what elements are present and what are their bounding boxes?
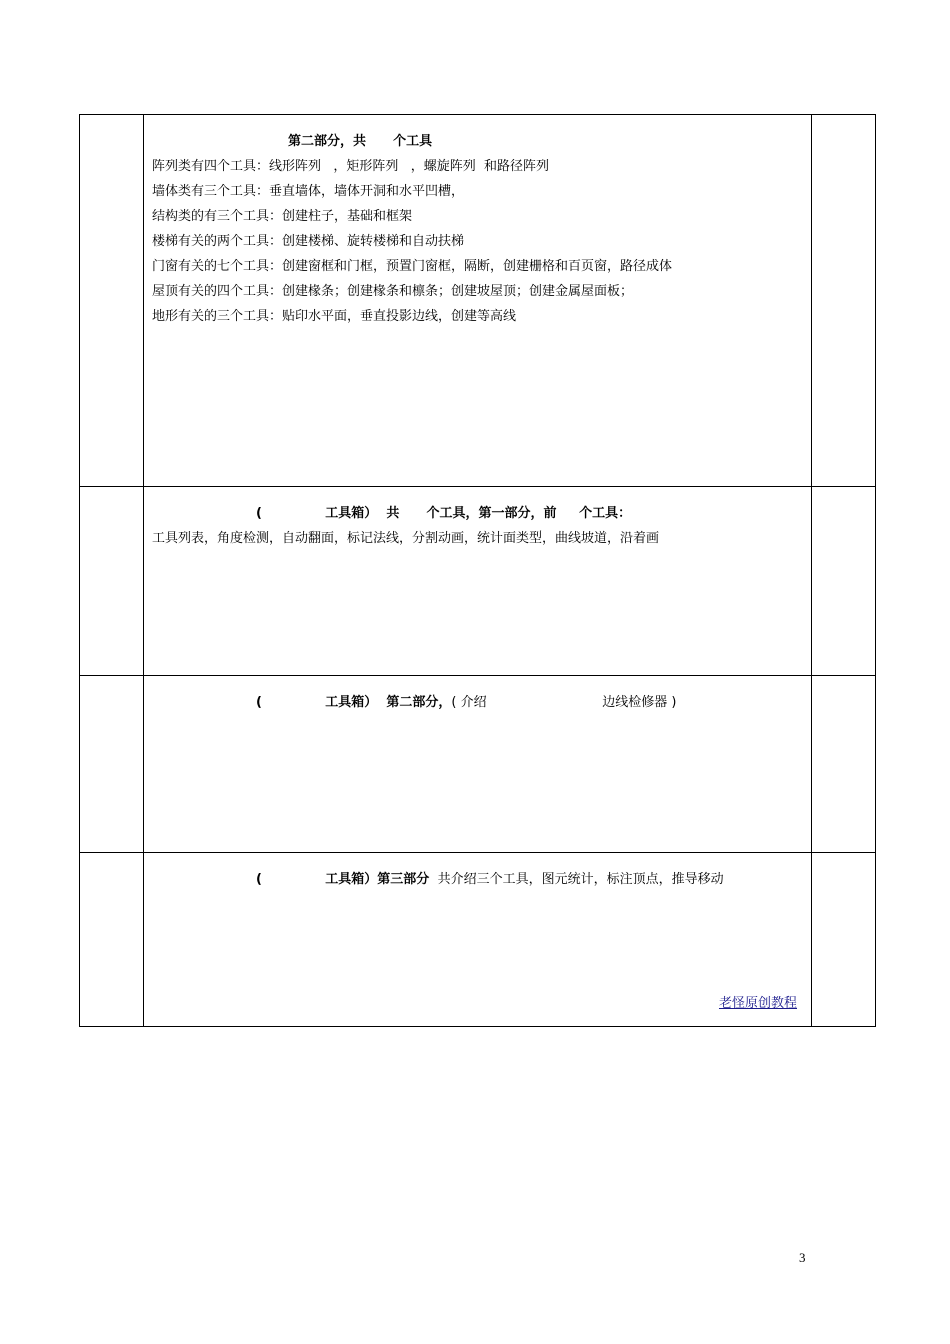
right-cell (812, 487, 876, 676)
heading-plain-text: ( 介绍 边线检修器 ) (451, 695, 677, 710)
section-heading (152, 867, 803, 892)
content-cell (144, 487, 812, 676)
content-line: 屋顶有关的四个工具：创建椽条；创建椽条和檩条；创建坡屋顶；创建金属屋面板； (152, 284, 634, 299)
content-line: 结构类的有三个工具：创建柱子，基础和框架 (152, 209, 413, 224)
table-row (80, 115, 876, 487)
heading-plain-text: 共介绍三个工具，图元统计，标注顶点，推导移动 (429, 872, 724, 887)
table-row (80, 676, 876, 853)
table-row (80, 487, 876, 676)
right-cell (812, 115, 876, 487)
content-cell (144, 853, 812, 1027)
heading-bold-text: ( 工具箱）第三部分 (256, 872, 430, 887)
content-line: 阵列类有四个工具：线形阵列 ，矩形阵列 ，螺旋阵列 和路径阵列 (152, 159, 550, 174)
section-heading: ( 工具箱） 共 个工具，第一部分，前 个工具： (256, 506, 632, 521)
content-line: 门窗有关的七个工具：创建窗框和门框，预置门窗框，隔断，创建栅格和百页窗，路径成体 (152, 259, 673, 274)
content-cell (144, 676, 812, 853)
credit-link[interactable]: 老怪原创教程 (718, 996, 797, 1011)
right-cell (812, 853, 876, 1027)
table-row (80, 853, 876, 1027)
content-line: 墙体类有三个工具：垂直墙体，墙体开洞和水平凹槽， (152, 184, 465, 199)
right-cell (812, 676, 876, 853)
section-heading: 第二部分，共 个工具 (288, 134, 433, 149)
content-cell (144, 115, 812, 487)
lesson-table (79, 114, 876, 1027)
content-line: 楼梯有关的两个工具：创建楼梯、旋转楼梯和自动扶梯 (152, 234, 465, 249)
left-cell (80, 487, 144, 676)
page-number: 3 (799, 1250, 806, 1265)
left-cell (80, 676, 144, 853)
content-line: 工具列表，角度检测，自动翻面，标记法线，分割动画，统计面类型，曲线坡道，沿着画 (152, 531, 660, 546)
section-heading (152, 690, 803, 715)
left-cell (80, 853, 144, 1027)
heading-bold-text: ( 工具箱） 第二部分， (256, 695, 452, 710)
content-line: 地形有关的三个工具：贴印水平面，垂直投影边线，创建等高线 (152, 309, 517, 324)
left-cell (80, 115, 144, 487)
